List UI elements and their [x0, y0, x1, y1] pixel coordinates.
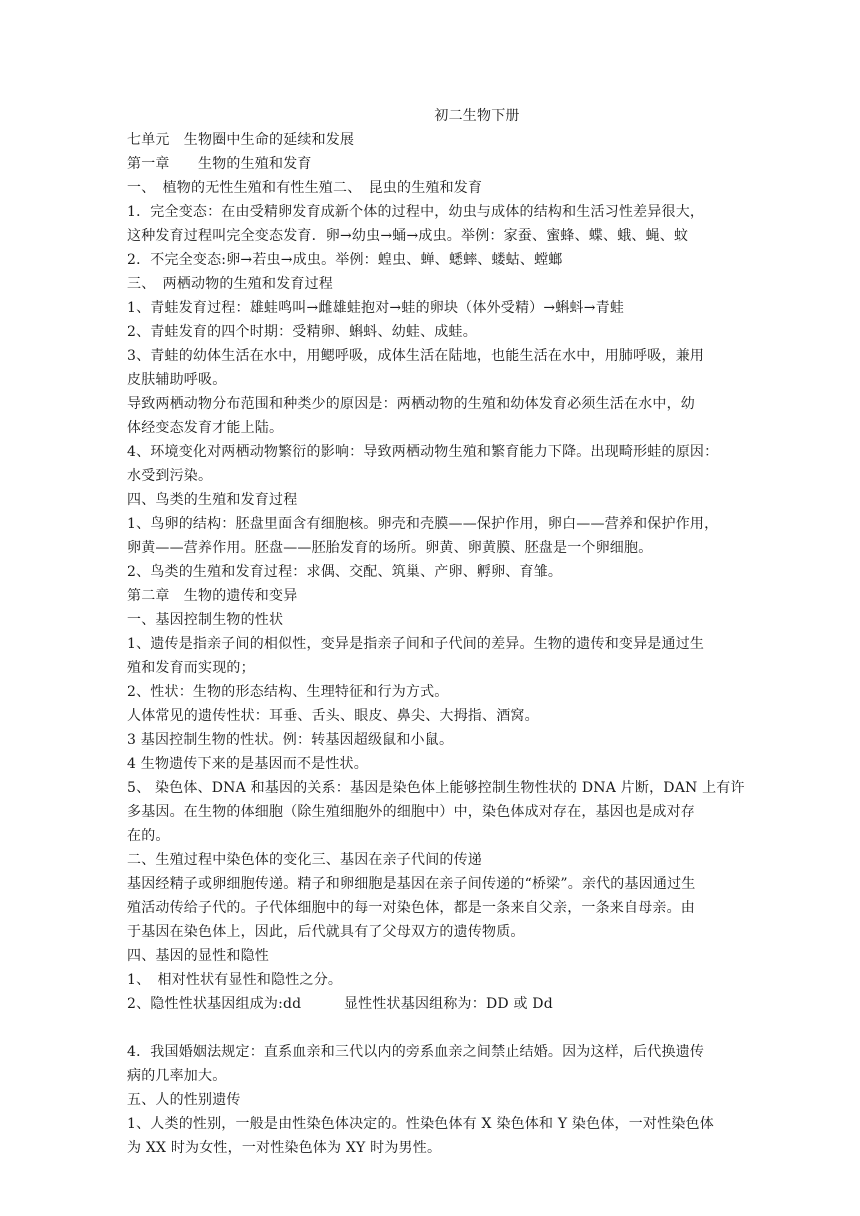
text-line: 三、 两栖动物的生殖和发育过程	[127, 276, 333, 292]
text-line: 皮肤辅助呼吸。	[127, 372, 227, 388]
text-line: 2、性状：生物的形态结构、生理特征和行为方式。	[127, 684, 449, 700]
text-line: 病的几率加大。	[127, 1068, 227, 1084]
text-line: 殖活动传给子代的。子代体细胞中的每一对染色体，都是一条来自父亲，一条来自母亲。由	[127, 900, 695, 916]
text-line: 水受到污染。	[127, 468, 213, 484]
text-line: 体经变态发育才能上陆。	[127, 420, 284, 436]
text-line: 第一章 生物的生殖和发育	[127, 156, 312, 172]
text-line: 二、生殖过程中染色体的变化三、基因在亲子代间的传递	[127, 852, 482, 868]
text-line: 四、基因的显性和隐性	[127, 948, 269, 964]
text-line: 1．完全变态：在由受精卵发育成新个体的过程中，幼虫与成体的结构和生活习性差异很大，	[127, 204, 705, 220]
text-line: 一、 植物的无性生殖和有性生殖二、 昆虫的生殖和发育	[127, 180, 483, 196]
text-line: 于基因在染色体上，因此，后代就具有了父母双方的遗传物质。	[127, 924, 525, 940]
text-line: 四、鸟类的生殖和发育过程	[127, 492, 298, 508]
blank-line	[127, 1016, 747, 1040]
text-line: 殖和发育而实现的；	[127, 660, 255, 676]
text-line: 2．不完全变态:卵→若虫→成虫。举例：蝗虫、蝉、蟋蟀、蝼蛄、螳螂	[127, 252, 563, 268]
document-page	[127, 104, 747, 1160]
text-line: 5、 染色体、DNA 和基因的关系：基因是染色体上能够控制生物性状的 DNA 片断，DAN 上有许	[127, 780, 745, 796]
text-line: 1、鸟卵的结构：胚盘里面含有细胞核。卵壳和壳膜——保护作用，卵白——营养和保护作用，	[127, 516, 719, 532]
text-line: 第二章 生物的遗传和变异	[127, 588, 298, 604]
text-line: 4．我国婚姻法规定：直系血亲和三代以内的旁系血亲之间禁止结婚。因为这样，后代换遗传	[127, 1044, 705, 1060]
document-body	[127, 128, 747, 1160]
text-line: 3 基因控制生物的性状。例：转基因超级鼠和小鼠。	[127, 732, 454, 748]
text-line: 2、隐性性状基因组成为:dd 显性性状基因组称为：DD 或 Dd	[127, 996, 553, 1012]
text-line: 一、基因控制生物的性状	[127, 612, 284, 628]
text-line: 1、青蛙发育过程：雄蛙鸣叫→雌雄蛙抱对→蛙的卵块（体外受精）→蝌蚪→青蛙	[127, 300, 625, 316]
text-line: 4、环境变化对两栖动物繁衍的影响：导致两栖动物生殖和繁育能力下降。出现畸形蛙的原因：	[127, 444, 719, 460]
text-line: 4 生物遗传下来的是基因而不是性状。	[127, 756, 368, 772]
text-line: 多基因。在生物的体细胞（除生殖细胞外的细胞中）中，染色体成对存在，基因也是成对存	[127, 804, 695, 820]
text-line: 3、青蛙的幼体生活在水中，用鳃呼吸，成体生活在陆地，也能生活在水中，用肺呼吸，兼用	[127, 348, 705, 364]
text-line: 为 XX 时为女性，一对性染色体为 XY 时为男性。	[127, 1140, 442, 1156]
text-line: 五、人的性别遗传	[127, 1092, 241, 1108]
text-line: 人体常见的遗传性状：耳垂、舌头、眼皮、鼻尖、大拇指、酒窝。	[127, 708, 539, 724]
text-line: 2、鸟类的生殖和发育过程：求偶、交配、筑巢、产卵、孵卵、育雏。	[127, 564, 563, 580]
text-line: 七单元 生物圈中生命的延续和发展	[127, 132, 355, 148]
text-line: 1、 相对性状有显性和隐性之分。	[127, 972, 343, 988]
text-line: 导致两栖动物分布范围和种类少的原因是：两栖动物的生殖和幼体发育必须生活在水中，幼	[127, 396, 695, 412]
text-line: 在的。	[127, 828, 170, 844]
text-line: 基因经精子或卵细胞传递。精子和卵细胞是基因在亲子间传递的“桥梁”。亲代的基因通过生	[127, 876, 696, 892]
document-title: 初二生物下册	[434, 108, 520, 124]
text-line: 1、人类的性别，一般是由性染色体决定的。性染色体有 X 染色体和 Y 染色体，一对性染色体	[127, 1116, 714, 1132]
text-line: 1、遗传是指亲子间的相似性，变异是指亲子间和子代间的差异。生物的遗传和变异是通过生	[127, 636, 705, 652]
text-line: 卵黄——营养作用。胚盘——胚胎发育的场所。卵黄、卵黄膜、胚盘是一个卵细胞。	[127, 540, 653, 556]
text-line: 2、青蛙发育的四个时期：受精卵、蝌蚪、幼蛙、成蛙。	[127, 324, 477, 340]
text-line: 这种发育过程叫完全变态发育．卵→幼虫→蛹→成虫。举例：家蚕、蜜蜂、蝶、蛾、蝇、蚊	[127, 228, 689, 244]
